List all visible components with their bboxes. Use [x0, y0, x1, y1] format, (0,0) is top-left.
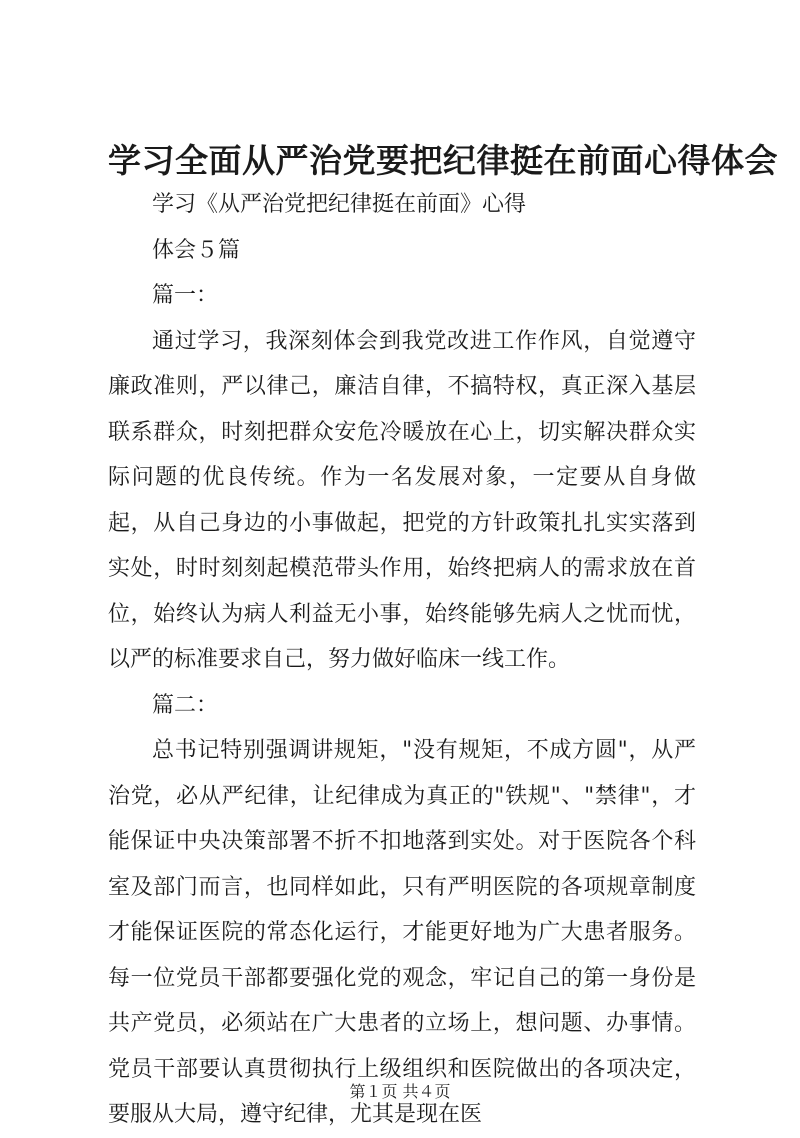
subtitle-line-2: 体会５篇 [152, 237, 241, 263]
section-1-paragraph: 通过学习，我深刻体会到我党改进工作作风，自觉遵守廉政准则，严以律己，廉洁自律，不搞特权，真正深入基层联系群众，时刻把群众安危冷暖放在心上，切实解决群众实际问题的优良传统。作为一名发展对象，一定要从自身做起，从自己身边的小事做起，把党的方针政策扎扎实实落到实处，时时刻刻起模范带头作用，始终把病人的需求放在首位，始终认为病人利益无小事，始终能够先病人之忧而忧，以严的标准要求自己，努力做好临床一线工作。 [108, 328, 696, 672]
section-2-paragraph: 总书记特别强调讲规矩，"没有规矩，不成方圆"，从严治党，必从严纪律，让纪律成为真正的"铁规"、"禁律"，才能保证中央决策部署不折不扣地落到实处。对于医院各个科室及部门而言，也同样如此，只有严明医院的各项规章制度才能保证医院的常态化运行，才能更好地为广大患者服务。每一位党员干部都要强化党的观念，牢记自己的第一身份是共产党员，必须站在广大患者的立场上，想问题、办事情。党员干部要认真贯彻执行上级组织和医院做出的各项决定，要服从大局，遵守纪律，尤其是现在医 [108, 738, 696, 1127]
document-title: 学习全面从严治党要把纪律挺在前面心得体会 [108, 141, 778, 180]
section-2-heading: 篇二： [152, 692, 219, 718]
section-1-heading: 篇一： [152, 283, 219, 308]
document-body [108, 182, 696, 1138]
subtitle-line-1: 学习《从严治党把纪律挺在前面》心得 [152, 192, 527, 217]
page-number-footer: 第１页 共４页 [349, 1082, 451, 1101]
